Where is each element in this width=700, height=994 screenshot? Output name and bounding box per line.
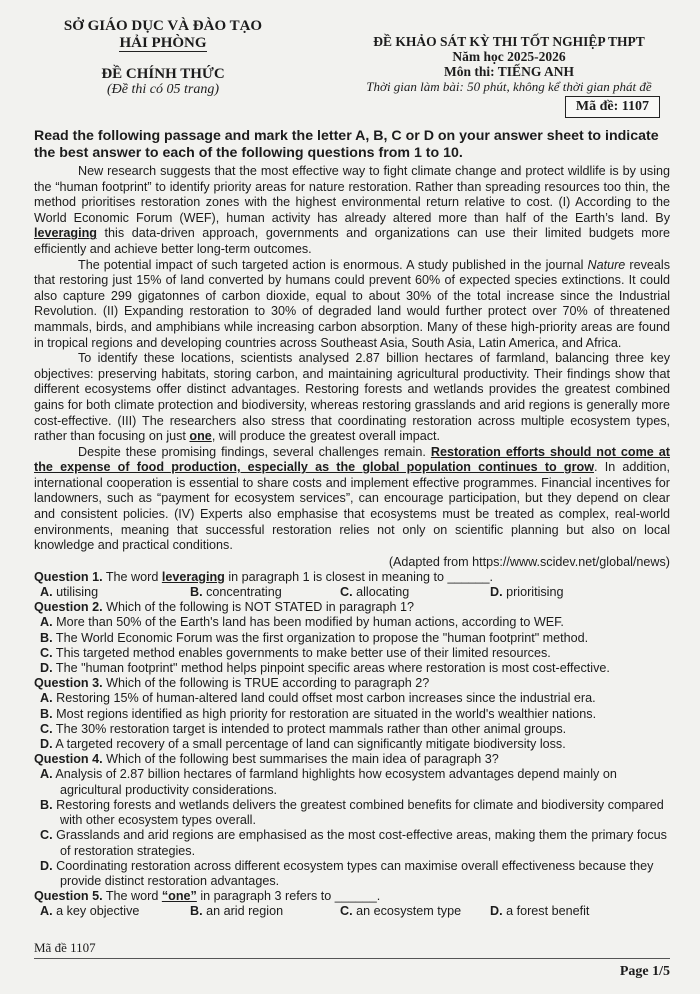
question-stem <box>34 570 670 585</box>
pages-note: (Đề thi có 05 trang) <box>107 82 219 97</box>
header-left <box>58 18 268 98</box>
option-c[interactable] <box>40 828 670 858</box>
p3-text-a: To identify these locations, scientists analysed 2.87 billion hectares of farmland, balancing three key objectives: preserving habitats, storing carbon, and maintaining agricultural productivity. Their findings show that different ecosystems offer distinct advantages. Restoring forests and wetlands provides the greatest combined gains for both climate protection and biodiversity, whereas restoring grasslands and arid regions is generally more cost-effective. (III) The researchers also stress that coordinating restoration across multiple ecosystem types, rather than focusing on just <box>34 351 670 444</box>
p2-text-b: reveals that restoring just 15% of land converted by humans could prevent 60% of expected species extinctions. It could also capture 299 gigatonnes of carbon dioxide, equal to about 30% of the total increase since the Industrial Revolution. (II) Expanding restoration to 30% of degraded land would further protect over 70% of threatened mammals, birds, and amphibians while increasing carbon absorption. Many of these high-priority areas are found in tropical regions and developing countries across Southeast Asia, South Asia, Latin America, and Africa. <box>34 257 670 350</box>
option-text: allocating <box>356 585 410 600</box>
option-text: The World Economic Forum was the first organization to propose the "human footprint" method. <box>55 630 589 645</box>
option-c[interactable] <box>40 646 670 661</box>
option-d[interactable] <box>40 859 670 889</box>
question-number: Question 4. <box>34 752 103 767</box>
option-text: Restoring 15% of human-altered land could offset most carbon increases since the industrial era. <box>56 691 596 706</box>
department-name: SỞ GIÁO DỤC VÀ ĐÀO TẠO <box>63 18 263 34</box>
options-row <box>34 904 670 919</box>
paragraph-4 <box>34 445 670 554</box>
page-number: Page 1/5 <box>619 964 670 979</box>
p4-text-b: . In addition, international cooperation is essential to share costs and implement effective programmes. Financial incentives for landowners, such as “payment for ecosystem services”, can encourage participation, but they depend on clear and consistent policies. (IV) Experts also emphasise that ecosystems must be treated as complex, real-world environments, meaning that successful restoration relies not only on scientific planning but also on local knowledge and practical conditions. <box>34 460 670 553</box>
option-letter: B. <box>40 630 53 645</box>
question-number: Question 5. <box>34 889 103 904</box>
question-2 <box>34 600 670 676</box>
option-c[interactable] <box>40 722 670 737</box>
option-text: The 30% restoration target is intended to protect mammals rather than other animal groups. <box>55 721 567 736</box>
option-text: A targeted recovery of a small percentage of land can significantly mitigate biodiversity loss. <box>55 737 566 752</box>
option-text: utilising <box>56 585 99 600</box>
footer-exam-code: Mã đề 1107 <box>34 940 96 955</box>
option-text: More than 50% of the Earth's land has been modified by human actions, according to WEF. <box>56 615 564 630</box>
question-stem <box>34 752 670 767</box>
option-letter: C. <box>40 828 53 843</box>
option-a[interactable] <box>40 585 190 600</box>
option-c[interactable] <box>340 904 490 919</box>
question-stem <box>34 676 670 691</box>
exam-year: Năm học 2025-2026 <box>452 49 566 64</box>
question-4 <box>34 752 670 889</box>
keyword-one: one <box>189 429 212 444</box>
question-1 <box>34 570 670 600</box>
stem-text-a: The word <box>102 889 162 904</box>
option-d[interactable] <box>40 737 670 752</box>
option-letter: A. <box>40 904 53 919</box>
option-text: prioritising <box>506 585 564 600</box>
option-a[interactable] <box>40 767 670 797</box>
instruction: Read the following passage and mark the letter A, B, C or D on your answer sheet to indicate the best answer to each of the following questions from 1 to 10. <box>34 128 659 161</box>
footer-divider <box>34 958 670 959</box>
option-text: The "human footprint" method helps pinpoint specific areas where restoration is most cost-effective. <box>55 661 610 676</box>
option-a[interactable] <box>40 615 670 630</box>
option-a[interactable] <box>40 904 190 919</box>
question-stem <box>34 600 670 615</box>
question-3 <box>34 676 670 752</box>
exam-subject: Môn thi: TIẾNG ANH <box>444 64 574 79</box>
option-letter: A. <box>40 615 53 630</box>
question-stem <box>34 889 670 904</box>
reading-passage <box>34 164 670 570</box>
exam-time: Thời gian làm bài: 50 phút, không kể thời gian phát đề <box>366 79 652 94</box>
option-text: Coordinating restoration across different ecosystem types can maximise overall effectiveness because they provide distinct restoration advantages. <box>56 858 654 888</box>
question-number: Question 2. <box>34 600 103 615</box>
p1-text-b: this data-driven approach, governments and organizations can use their limited budgets more efficiently and achieve better long-term outcomes. <box>34 226 670 256</box>
stem-keyword: “one” <box>161 889 197 904</box>
p2-text-a: The potential impact of such targeted action is enormous. A study published in the journal <box>78 257 588 272</box>
option-letter: C. <box>340 904 353 919</box>
question-number: Question 1. <box>34 569 103 584</box>
p1-text-a: New research suggests that the most effective way to fight climate change and protect wildlife is by using the “human footprint” to identify priority areas for nature restoration. Rather than spreading resources too thin, the method prioritises restoration zones with the highest environmental return relative to cost. (I) According to the World Economic Forum (WEF), human activity has already altered more than half of the Earth’s land. By <box>34 164 670 225</box>
option-letter: D. <box>490 904 503 919</box>
option-text: Grasslands and arid regions are emphasised as the most cost-effective areas, making them the primary focus of restoration strategies. <box>56 828 667 858</box>
passage-source: (Adapted from https://www.scidev.net/global/news) <box>388 554 670 569</box>
option-b[interactable] <box>40 707 670 722</box>
option-letter: A. <box>40 585 53 600</box>
option-letter: D. <box>40 858 53 873</box>
option-letter: C. <box>40 645 53 660</box>
option-d[interactable] <box>40 661 670 676</box>
question-number: Question 3. <box>34 676 103 691</box>
paragraph-2 <box>34 258 670 352</box>
option-letter: C. <box>340 585 353 600</box>
option-text: Most regions identified as high priority for restoration are situated in the world's wealthier nations. <box>56 706 597 721</box>
option-b[interactable] <box>190 904 340 919</box>
option-text: This targeted method enables governments to make better use of their limited resources. <box>55 645 551 660</box>
exam-header <box>34 10 670 120</box>
option-letter: B. <box>190 585 203 600</box>
option-text: an arid region <box>206 904 284 919</box>
option-letter: A. <box>40 767 53 782</box>
option-b[interactable] <box>40 631 670 646</box>
page-footer <box>34 940 670 980</box>
highlighted-sentence: Restoration efforts should not come at the expense of food production, especially as the global population continues to grow <box>34 444 670 475</box>
p3-text-b: , will produce the greatest overall impact. <box>211 429 441 444</box>
option-text: a forest benefit <box>506 904 590 919</box>
option-c[interactable] <box>340 585 490 600</box>
option-text: a key objective <box>56 904 140 919</box>
stem-text-b: in paragraph 3 refers to ______. <box>196 889 381 904</box>
stem-text: Which of the following is NOT STATED in paragraph 1? <box>102 600 415 615</box>
stem-text-a: The word <box>102 569 162 584</box>
exam-code-box: Mã đề: 1107 <box>565 96 660 118</box>
option-a[interactable] <box>40 691 670 706</box>
keyword-leveraging: leveraging <box>34 226 97 241</box>
option-text: Restoring forests and wetlands delivers the greatest combined benefits for climate and biodiversity compared with other ecosystem types overall. <box>56 797 664 828</box>
question-5 <box>34 889 670 919</box>
stem-text-b: in paragraph 1 is closest in meaning to ______. <box>224 569 493 584</box>
option-letter: D. <box>40 737 53 752</box>
exam-title: ĐỀ KHẢO SÁT KỲ THI TỐT NGHIỆP THPT <box>373 34 645 49</box>
option-letter: B. <box>190 904 203 919</box>
options-row <box>34 585 670 600</box>
paragraph-3 <box>34 351 670 445</box>
option-d[interactable] <box>490 904 589 919</box>
option-letter: A. <box>40 691 53 706</box>
option-letter: D. <box>40 661 53 676</box>
option-letter: D. <box>490 585 503 600</box>
journal-name: Nature <box>587 257 626 272</box>
option-letter: B. <box>40 706 53 721</box>
city-name: HẢI PHÒNG <box>119 35 207 51</box>
official-label: ĐỀ CHÍNH THỨC <box>101 66 225 82</box>
option-letter: C. <box>40 721 53 736</box>
option-b[interactable] <box>40 798 670 828</box>
option-letter: B. <box>40 797 53 812</box>
option-text: concentrating <box>206 585 282 600</box>
option-b[interactable] <box>190 585 340 600</box>
header-right <box>324 34 694 94</box>
option-d[interactable] <box>490 585 564 600</box>
option-text: Analysis of 2.87 billion hectares of farmland highlights how ecosystem advantages depend mainly on agricultural productivity considerations. <box>55 767 617 797</box>
p4-text-a: Despite these promising findings, several challenges remain. <box>78 444 431 459</box>
stem-text: Which of the following is TRUE according to paragraph 2? <box>102 676 430 691</box>
option-text: an ecosystem type <box>356 904 462 919</box>
stem-keyword: leveraging <box>161 569 225 584</box>
stem-text: Which of the following best summarises the main idea of paragraph 3? <box>102 752 499 767</box>
paragraph-1 <box>34 164 670 258</box>
